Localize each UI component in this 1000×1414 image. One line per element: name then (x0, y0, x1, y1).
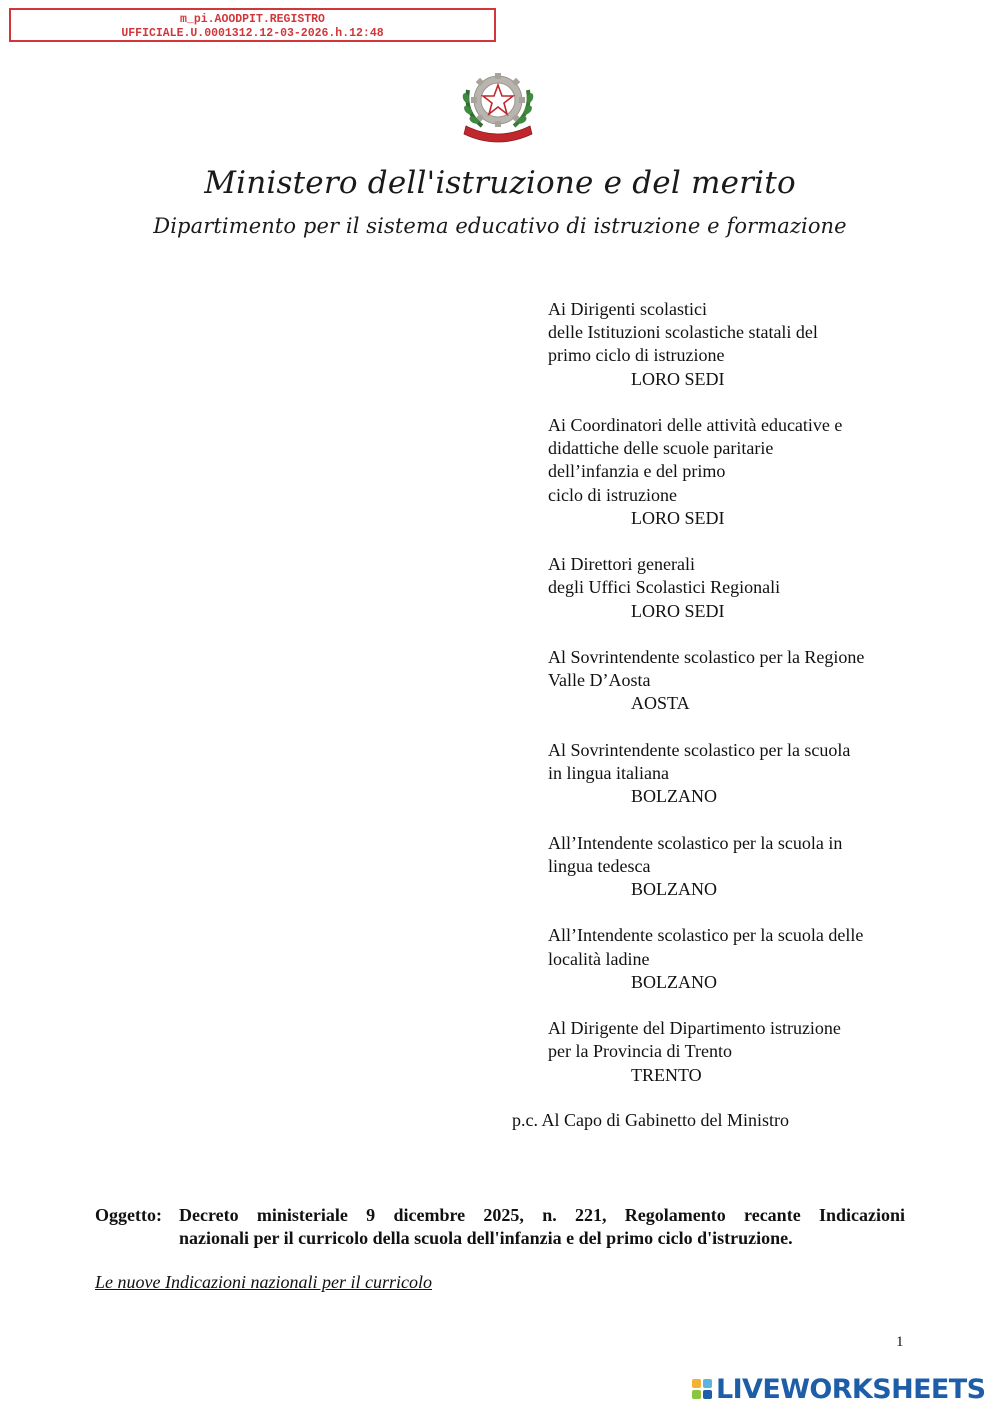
recipient-line: Valle D’Aosta (548, 670, 651, 691)
logo-square (692, 1390, 701, 1399)
stamp-line-2: UFFICIALE.U.0001312.12-03-2026.h.12:48 (121, 27, 384, 40)
recipient-line: per la Provincia di Trento (548, 1041, 732, 1062)
subject-label: Oggetto: (95, 1205, 162, 1225)
liveworksheets-logo-icon (692, 1379, 712, 1399)
recipient-city: LORO SEDI (631, 600, 725, 621)
recipient-line: All’Intendente scolastico per la scuola in (548, 832, 843, 853)
recipient-block (548, 1017, 968, 1087)
recipient-block (548, 924, 968, 994)
subject-block (95, 1204, 905, 1250)
subject-line-1: Decreto ministeriale 9 dicembre 2025, n. 221, Regolamento recante Indicazioni (179, 1205, 905, 1225)
recipient-city: LORO SEDI (631, 368, 725, 389)
recipient-line: dell’infanzia e del primo (548, 461, 726, 482)
liveworksheets-watermark (692, 1373, 985, 1405)
recipient-city: LORO SEDI (631, 507, 725, 528)
stamp-line-1: m_pi.AOODPIT.REGISTRO (180, 13, 325, 26)
recipient-city: TRENTO (631, 1064, 702, 1085)
recipients-list (548, 298, 968, 1110)
recipient-line: didattiche delle scuole paritarie (548, 438, 774, 459)
recipient-city: BOLZANO (631, 879, 717, 899)
protocol-stamp (9, 8, 496, 42)
recipient-line: lingua tedesca (548, 855, 651, 876)
logo-square (703, 1390, 712, 1399)
recipient-city: AOSTA (631, 693, 690, 714)
recipient-line: in lingua italiana (548, 763, 669, 783)
recipient-line: ciclo di istruzione (548, 484, 677, 505)
ministry-title: Ministero dell'istruzione e del merito (204, 165, 796, 201)
logo-square (703, 1379, 712, 1388)
subject-line-2: nazionali per il curricolo della scuola dell'infanzia e del primo ciclo d'istruzione. (179, 1228, 793, 1248)
recipient-line: delle Istituzioni scolastiche statali del (548, 322, 818, 343)
recipient-block (548, 646, 968, 716)
recipient-city: BOLZANO (631, 786, 717, 807)
page-number: 1 (896, 1334, 904, 1350)
recipient-line: Al Sovrintendente scolastico per la scuola (548, 739, 851, 760)
recipient-line: Ai Direttori generali (548, 554, 695, 575)
recipient-line: Ai Dirigenti scolastici (548, 299, 707, 319)
recipient-block (548, 298, 968, 391)
department-subtitle: Dipartimento per il sistema educativo di istruzione e formazione (153, 214, 847, 238)
section-title: Le nuove Indicazioni nazionali per il curricolo (95, 1272, 432, 1292)
italian-republic-emblem-icon (456, 60, 540, 144)
recipient-line: primo ciclo di istruzione (548, 345, 725, 366)
recipient-city: BOLZANO (631, 971, 717, 992)
recipient-line: degli Uffici Scolastici Regionali (548, 577, 781, 598)
recipient-block (548, 832, 968, 902)
cc-line: p.c. Al Capo di Gabinetto del Ministro (512, 1110, 789, 1130)
recipient-line: Al Sovrintendente scolastico per la Regione (548, 647, 865, 667)
recipient-block (548, 739, 968, 809)
liveworksheets-brand: LIVEWORKSHEETS (716, 1373, 986, 1405)
recipient-line: Ai Coordinatori delle attività educative e (548, 415, 843, 435)
logo-square (692, 1379, 701, 1388)
recipient-line: All’Intendente scolastico per la scuola delle (548, 925, 864, 946)
recipient-line: Al Dirigente del Dipartimento istruzione (548, 1018, 841, 1039)
recipient-line: località ladine (548, 948, 650, 969)
recipient-block (548, 553, 968, 623)
recipient-block (548, 414, 968, 530)
